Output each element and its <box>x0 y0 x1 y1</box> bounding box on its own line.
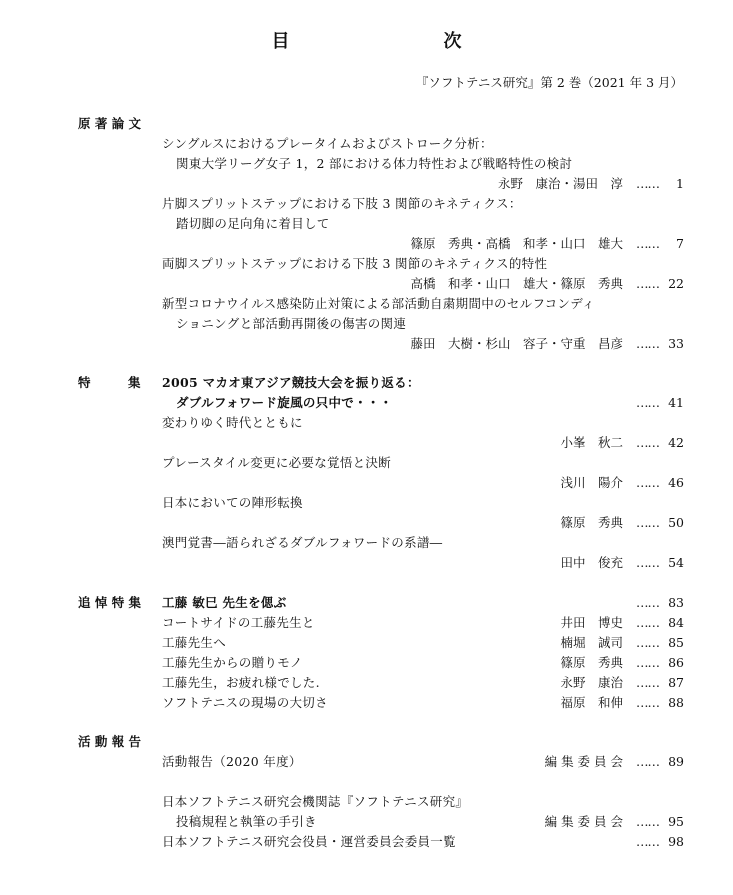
entry-authors: 福原 和伸 <box>560 695 623 710</box>
entry-title-line: 変わりゆく時代とともに <box>162 415 303 430</box>
entry-title-line: 投稿規程と執筆の手引き <box>176 814 317 829</box>
entry-title-line: 2005 マカオ東アジア競技大会を振り返る： <box>162 375 420 390</box>
entry-title-line: 両脚スプリットステップにおける下肢 3 関節のキネティクス的特性 <box>162 256 548 271</box>
entry-title-line: 工藤先生，お疲れ様でした. <box>162 675 320 690</box>
entry-page: …… 84 <box>636 615 684 630</box>
entry-page: …… 41 <box>636 395 684 410</box>
entry-page: …… 89 <box>636 754 684 769</box>
entry-page: …… 7 <box>636 236 684 251</box>
entry-title-line: ダブルフォワード旋風の只中で・・・ <box>176 395 393 410</box>
entry-page: …… 85 <box>636 635 684 650</box>
section-heading-memorial: 追 悼 特 集 <box>78 595 142 610</box>
entry-title-line: 日本においての陣形転換 <box>162 495 303 510</box>
entry-title-line: ソフトテニスの現場の大切さ <box>162 695 328 710</box>
entry-title-line: 新型コロナウイルス感染防止対策による部活動自粛期間中のセルフコンディ <box>162 296 595 311</box>
entry-title-line: 日本ソフトテニス研究会役員・運営委員会委員一覧 <box>162 834 456 849</box>
entry-page: …… 88 <box>636 695 684 710</box>
entry-page: …… 54 <box>636 555 684 570</box>
entry-page: …… 95 <box>636 814 684 829</box>
section-heading-feature: 特 集 <box>78 375 141 390</box>
section-heading-original: 原 著 論 文 <box>78 116 142 131</box>
entry-title-line: 関東大学リーグ女子 1，2 部における体力特性および戦略特性の検討 <box>176 156 573 171</box>
entry-authors: 永野 康治 <box>560 675 623 690</box>
entry-page: …… 87 <box>636 675 684 690</box>
entry-page: …… 46 <box>636 475 684 490</box>
entry-authors: 永野 康治・湯田 淳 <box>497 176 623 191</box>
entry-authors: 楠堀 誠司 <box>560 635 623 650</box>
journal-info: 『ソフトテニス研究』第 2 巻（2021 年 3 月） <box>415 75 683 90</box>
entry-authors: 高橋 和孝・山口 雄大・篠原 秀典 <box>410 276 623 291</box>
entry-page: …… 50 <box>636 515 684 530</box>
entry-authors: 篠原 秀典・高橋 和孝・山口 雄大 <box>410 236 623 251</box>
entry-page: …… 86 <box>636 655 684 670</box>
entry-title-line: シングルスにおけるプレータイムおよびストローク分析： <box>162 136 493 151</box>
entry-authors: 藤田 大樹・杉山 容子・守重 昌彦 <box>410 336 623 351</box>
entry-title-line: 工藤先生からの贈りモノ <box>162 655 303 670</box>
entry-page: …… 22 <box>636 276 684 291</box>
entry-title-line: 日本ソフトテニス研究会機関誌『ソフトテニス研究』 <box>162 794 469 809</box>
page-title: 目 次 <box>271 31 530 52</box>
entry-authors: 篠原 秀典 <box>560 655 623 670</box>
entry-title-line: 活動報告（2020 年度） <box>162 754 302 769</box>
entry-page: …… 83 <box>636 595 684 610</box>
entry-title-line: コートサイドの工藤先生と <box>162 615 315 630</box>
entry-authors: 篠原 秀典 <box>560 515 623 530</box>
entry-page: …… 1 <box>636 176 684 191</box>
entry-authors: 編 集 委 員 会 <box>544 754 623 769</box>
entry-title-line: 片脚スプリットステップにおける下肢 3 関節のキネティクス： <box>162 196 522 211</box>
entry-page: …… 98 <box>636 834 684 849</box>
entry-authors: 井田 博史 <box>560 615 623 630</box>
section-heading-activity: 活 動 報 告 <box>78 734 142 749</box>
entry-authors: 田中 俊充 <box>560 555 623 570</box>
entry-title-line: プレースタイル変更に必要な覚悟と決断 <box>162 455 392 470</box>
entry-title-line: ショニングと部活動再開後の傷害の関連 <box>176 316 407 331</box>
entry-title-line: 工藤先生へ <box>162 635 227 650</box>
entry-authors: 小峯 秋二 <box>560 435 623 450</box>
entry-page: …… 33 <box>636 336 684 351</box>
entry-title-line: 踏切脚の足向角に着目して <box>176 216 330 231</box>
entry-page: …… 42 <box>636 435 684 450</box>
entry-authors: 浅川 陽介 <box>560 475 623 490</box>
entry-authors: 編 集 委 員 会 <box>544 814 623 829</box>
entry-title-line: 澳門覚書―語られざるダブルフォワードの系譜― <box>162 535 443 550</box>
entry-title-line: 工藤 敏巳 先生を偲ぶ <box>162 595 287 610</box>
